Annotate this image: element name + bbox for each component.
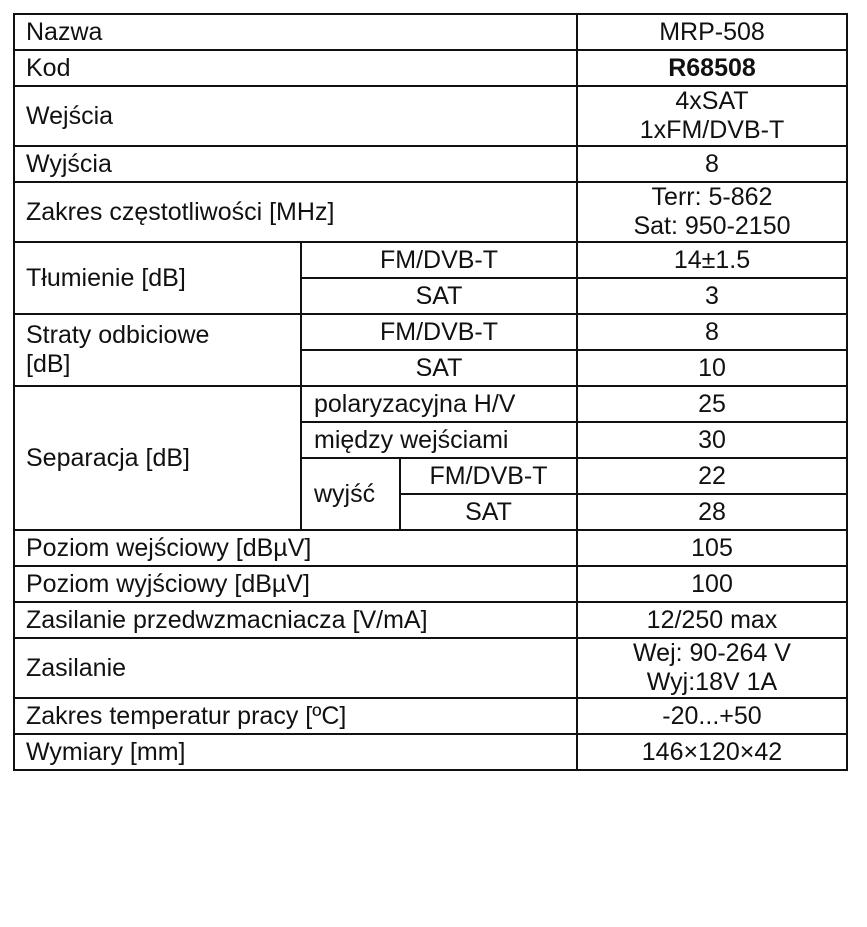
value-wejscia-line2: 1xFM/DVB-T (639, 116, 785, 144)
row-wymiary (14, 734, 847, 770)
row-tlumienie-fm (14, 242, 847, 278)
value-tlumienie-fm: 14±1.5 (577, 242, 847, 278)
value-straty-fm: 8 (577, 314, 847, 350)
value-zasilanie (577, 638, 847, 698)
row-separacja-pol (14, 386, 847, 422)
label-separacja: Separacja [dB] (14, 386, 301, 530)
value-poziom-wyjsciowy: 100 (577, 566, 847, 602)
row-straty-fm (14, 314, 847, 350)
label-wyjscia: Wyjścia (14, 146, 577, 182)
value-separacja-wyjsc-sat: 28 (577, 494, 847, 530)
row-nazwa (14, 14, 847, 50)
value-nazwa: MRP-508 (577, 14, 847, 50)
row-zakres-temperatur (14, 698, 847, 734)
value-separacja-miedzy: 30 (577, 422, 847, 458)
row-poziom-wejsciowy (14, 530, 847, 566)
row-wyjscia (14, 146, 847, 182)
value-separacja-pol: 25 (577, 386, 847, 422)
label-zakres-temperatur: Zakres temperatur pracy [ºC] (14, 698, 577, 734)
row-poziom-wyjsciowy (14, 566, 847, 602)
sub-straty-sat: SAT (301, 350, 577, 386)
row-wejscia (14, 86, 847, 146)
value-wyjscia: 8 (577, 146, 847, 182)
value-zasilanie-przedwzmacniacza: 12/250 max (577, 602, 847, 638)
value-kod: R68508 (577, 50, 847, 86)
label-nazwa: Nazwa (14, 14, 577, 50)
sub-separacja-wyjsc-sat: SAT (400, 494, 577, 530)
label-straty-line2: [dB] (26, 350, 71, 378)
value-zakres-line2: Sat: 950-2150 (633, 212, 791, 240)
row-kod (14, 50, 847, 86)
row-zakres-czestotliwosci (14, 182, 847, 242)
value-zakres-czestotliwosci (577, 182, 847, 242)
sub-separacja-wyjsc-fm: FM/DVB-T (400, 458, 577, 494)
value-wejscia-line1: 4xSAT (675, 87, 749, 115)
value-wymiary: 146×120×42 (577, 734, 847, 770)
label-straty (14, 314, 301, 386)
value-zakres-line1: Terr: 5-862 (651, 183, 773, 211)
sub-separacja-wyjsc: wyjść (301, 458, 400, 530)
value-zakres-temperatur: -20...+50 (577, 698, 847, 734)
value-poziom-wejsciowy: 105 (577, 530, 847, 566)
label-kod: Kod (14, 50, 577, 86)
label-poziom-wejsciowy: Poziom wejściowy [dBµV] (14, 530, 577, 566)
sub-tlumienie-sat: SAT (301, 278, 577, 314)
label-zakres-czestotliwosci: Zakres częstotliwości [MHz] (14, 182, 577, 242)
label-zasilanie: Zasilanie (14, 638, 577, 698)
value-straty-sat: 10 (577, 350, 847, 386)
value-zasilanie-line1: Wej: 90-264 V (633, 639, 791, 667)
value-separacja-wyjsc-fm: 22 (577, 458, 847, 494)
label-tlumienie: Tłumienie [dB] (14, 242, 301, 314)
value-wejscia (577, 86, 847, 146)
sub-tlumienie-fm: FM/DVB-T (301, 242, 577, 278)
sub-separacja-pol: polaryzacyjna H/V (301, 386, 577, 422)
sub-straty-fm: FM/DVB-T (301, 314, 577, 350)
spec-table (13, 13, 848, 771)
label-poziom-wyjsciowy: Poziom wyjściowy [dBµV] (14, 566, 577, 602)
label-zasilanie-przedwzmacniacza: Zasilanie przedwzmacniacza [V/mA] (14, 602, 577, 638)
row-zasilanie-przedwzmacniacza (14, 602, 847, 638)
label-wymiary: Wymiary [mm] (14, 734, 577, 770)
sub-separacja-miedzy: między wejściami (301, 422, 577, 458)
row-zasilanie (14, 638, 847, 698)
value-zasilanie-line2: Wyj:18V 1A (646, 668, 778, 696)
value-tlumienie-sat: 3 (577, 278, 847, 314)
label-straty-line1: Straty odbiciowe (26, 321, 210, 349)
label-wejscia: Wejścia (14, 86, 577, 146)
